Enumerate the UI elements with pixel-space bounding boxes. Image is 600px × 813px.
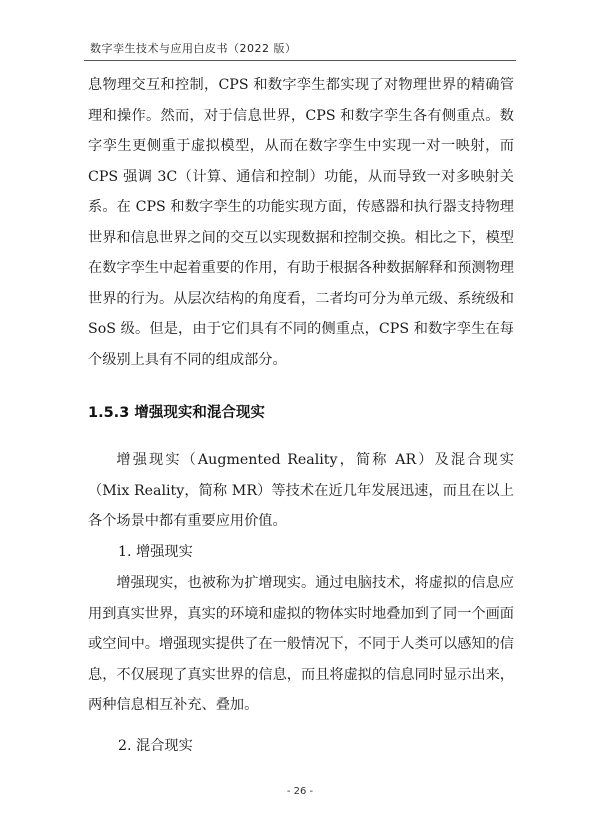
section-heading: 1.5.3 增强现实和混合现实 [88, 405, 265, 421]
running-header: 数字孪生技术与应用白皮书（2022 版） [90, 42, 297, 55]
body-paragraph: 增强现实，也被称为扩增现实。通过电脑技术，将虚拟的信息应用到真实世界，真实的环境和虚拟的物体实时地叠加到了同一个画面或空间中。增强现实提供了在一般情况下，不同于人类可以感知的信息，不仅展现了真实世界的信息，而且将虚拟的信息同时显示出来，两种信息相互补充、叠加。 [88, 575, 514, 713]
page-number: - 26 - [286, 786, 314, 797]
header-divider [84, 60, 516, 61]
body-paragraph: 息物理交互和控制，CPS 和数字孪生都实现了对物理世界的精确管理和操作。然而，对于信息世界，CPS 和数字孪生各有侧重点。数字孪生更侧重于虚拟模型，从而在数字孪生中实现一对一映射，而 CPS 强调 3C（计算、通信和控制）功能，从而导致一对多映射关系。在 CPS 和数字孪生的功能实现方面，传感器和执行器支持物理世界和信息世界之间的交互以实现数据和控制交换。相比之下，模型在数字孪生中起着重要的作用，有助于根据各种数据解释和预测物理世界的行为。从层次结构的角度看，二者均可分为单元级、系统级和 SoS 级。但是，由于它们具有不同的侧重点，CPS 和数字孪生在每个级别上具有不同的组成部分。 [88, 77, 514, 368]
body-paragraph: 增强现实（Augmented Reality，简称 AR）及混合现实（Mix Reality，简称 MR）等技术在近几年发展迅速，而且在以上各个场景中都有重要应用价值。 [88, 452, 514, 529]
subsection-heading: 2. 混合现实 [118, 738, 193, 754]
subsection-heading: 1. 增强现实 [118, 544, 193, 560]
